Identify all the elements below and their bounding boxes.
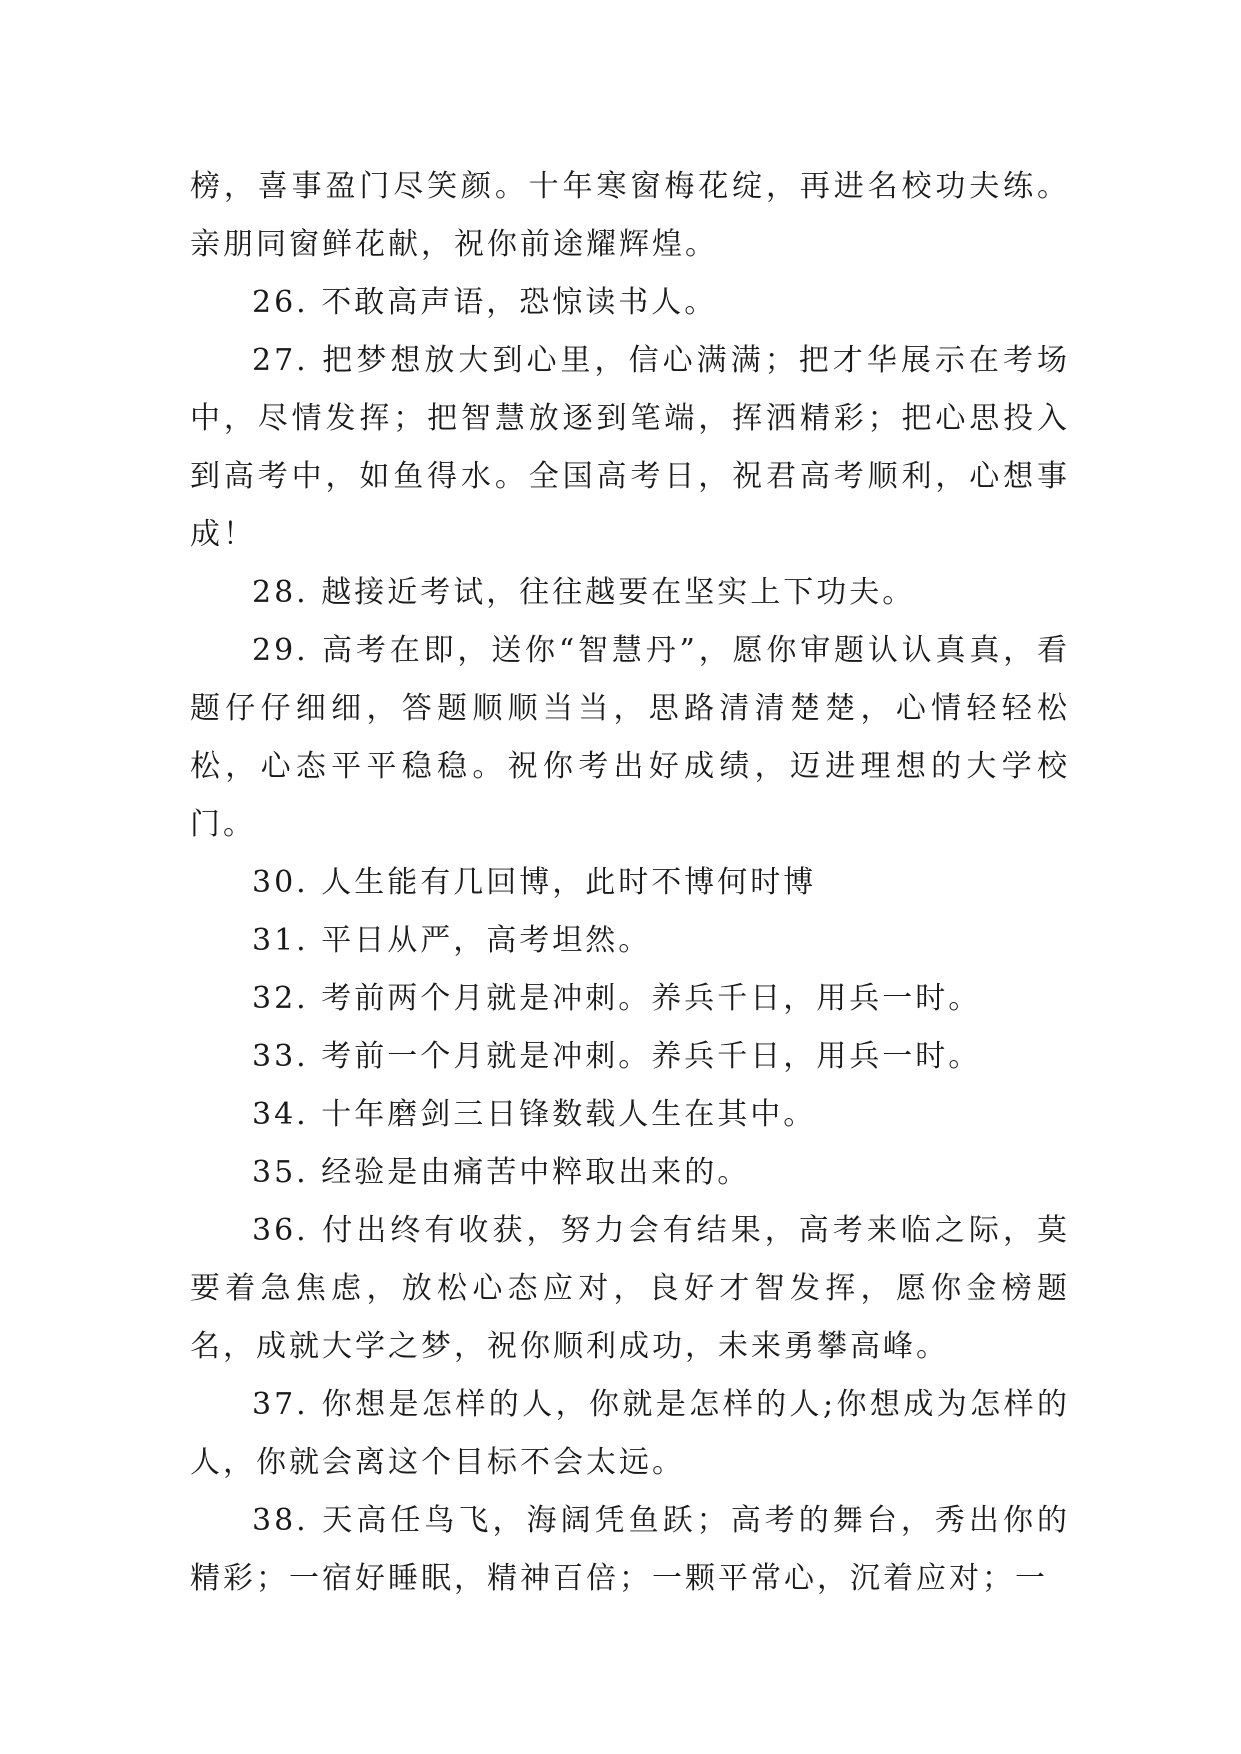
paragraph: 26. 不敢高声语，恐惊读书人。: [252, 285, 718, 320]
paragraph: 32. 考前两个月就是冲刺。养兵千日，用兵一时。: [252, 981, 982, 1016]
paragraph: 33. 考前一个月就是冲刺。养兵千日，用兵一时。: [252, 1039, 982, 1074]
paragraph: 29. 高考在即，送你“智慧丹”，愿你审题认认真真，看题仔仔细细，答题顺顺当当，思路清清楚楚，心情轻轻松松，心态平平稳稳。祝你考出好成绩，迈进理想的大学校门。: [190, 633, 1070, 842]
paragraph: 31. 平日从严，高考坦然。: [252, 923, 652, 958]
paragraph: 榜，喜事盈门尽笑颜。十年寒窗梅花绽，再进名校功夫练。亲朋同窗鲜花献，祝你前途耀辉煌。: [190, 169, 1070, 262]
document-body: [190, 158, 1070, 1608]
paragraph: 35. 经验是由痛苦中粹取出来的。: [252, 1155, 751, 1190]
paragraph: 34. 十年磨剑三日锋数载人生在其中。: [252, 1097, 817, 1132]
paragraph: 27. 把梦想放大到心里，信心满满；把才华展示在考场中，尽情发挥；把智慧放逐到笔端，挥洒精彩；把心思投入到高考中，如鱼得水。全国高考日，祝君高考顺利，心想事成！: [190, 343, 1070, 552]
paragraph: 37. 你想是怎样的人，你就是怎样的人;你想成为怎样的人，你就会离这个目标不会太远。: [190, 1387, 1070, 1480]
paragraph: 30. 人生能有几回博，此时不博何时博: [252, 865, 817, 900]
paragraph: 38. 天高任鸟飞，海阔凭鱼跃；高考的舞台，秀出你的精彩；一宿好睡眠，精神百倍；一颗平常心，沉着应对；一: [190, 1503, 1070, 1596]
paragraph: 28. 越接近考试，往往越要在坚实上下功夫。: [252, 575, 916, 610]
paragraph: 36. 付出终有收获，努力会有结果，高考来临之际，莫要着急焦虑，放松心态应对，良好才智发挥，愿你金榜题名，成就大学之梦，祝你顺利成功，未来勇攀高峰。: [190, 1213, 1070, 1364]
